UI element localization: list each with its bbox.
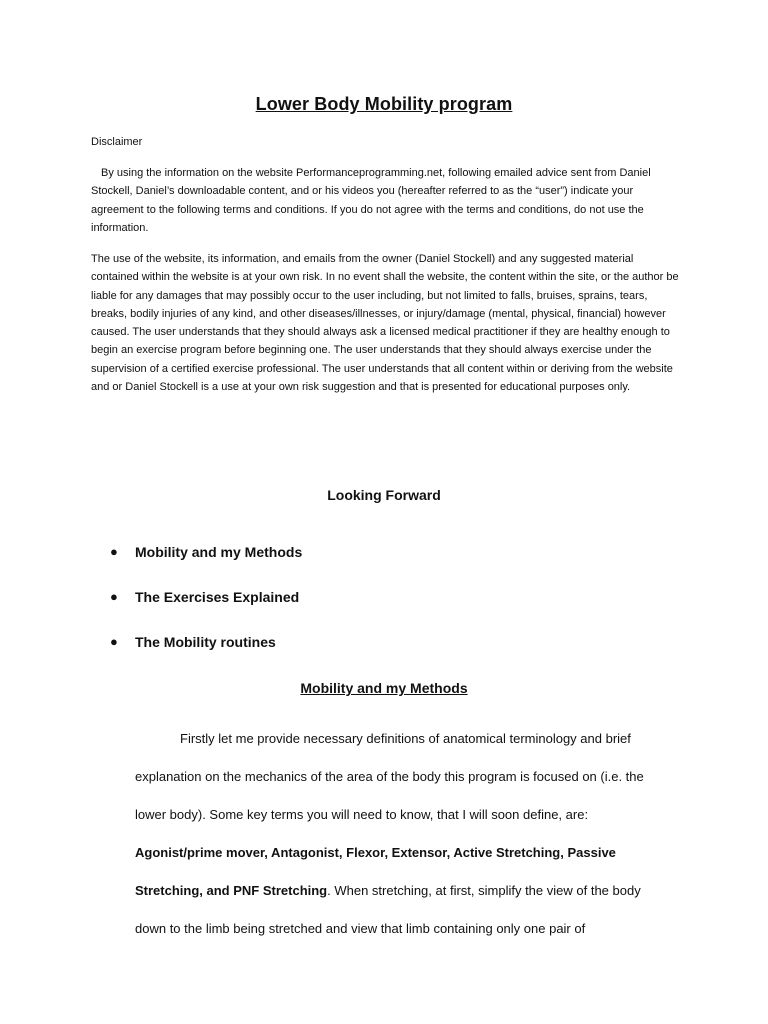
looking-forward-heading: Looking Forward: [327, 487, 441, 503]
key-terms-bold: Agonist/prime mover, Antagonist, Flexor, Extensor, Active Stretching, Passive Stretching, and PNF Stretching: [135, 845, 616, 898]
document-title: Lower Body Mobility program: [255, 94, 513, 114]
disclaimer-paragraph-1: By using the information on the website Performanceprogramming.net, following emailed advice sent from Daniel Stockell, Daniel’s downloadable content, and or his videos you (hereafter referred to as the “user”) indicate your agreement to the following terms and conditions. If you do not agree with the terms and conditions, do not use the information.: [91, 167, 651, 234]
methods-heading: Mobility and my Methods: [300, 680, 468, 696]
toc-item-label: The Mobility routines: [135, 634, 276, 650]
methods-text-intro: Firstly let me provide necessary definitions of anatomical terminology and brief explanation on the mechanics of the area of the body this program is focused on (i.e. the lower body). Some key terms you will need to know, that I will soon define, are:: [135, 731, 644, 822]
table-of-contents-list: [110, 544, 302, 679]
toc-item-label: Mobility and my Methods: [135, 544, 303, 560]
methods-body-text: [135, 720, 675, 948]
methods-text-rest: . When stretching, at first, simplify the view of the body down to the limb being stretched and view that limb containing only one pair of: [135, 883, 641, 936]
disclaimer-label: Disclaimer: [91, 136, 143, 148]
bullet-icon: ●: [110, 589, 118, 604]
toc-item-label: The Exercises Explained: [135, 589, 300, 605]
bullet-icon: ●: [110, 544, 118, 559]
toc-item: [110, 589, 302, 634]
toc-item: [110, 634, 302, 679]
bullet-icon: ●: [110, 634, 118, 649]
toc-item: [110, 544, 302, 589]
disclaimer-paragraph-2: The use of the website, its information, and emails from the owner (Daniel Stockell) and any suggested material contained within the website is at your own risk. In no event shall the website, the content within the site, or the author be liable for any damages that may possibly occur to the user including, but not limited to falls, bruises, sprains, tears, breaks, bodily injuries of any kind, and other diseases/illnesses, or injury/damage (mental, physical, financial) however caused. The user understands that they should always ask a licensed medical practitioner if they are healthy enough to begin an exercise program before beginning one. The user understands that they should always exercise under the supervision of a certified exercise professional. The user understands that all content within or deriving from the website and or Daniel Stockell is a use at your own risk suggestion and that is presented for educational purposes only.: [91, 253, 679, 394]
